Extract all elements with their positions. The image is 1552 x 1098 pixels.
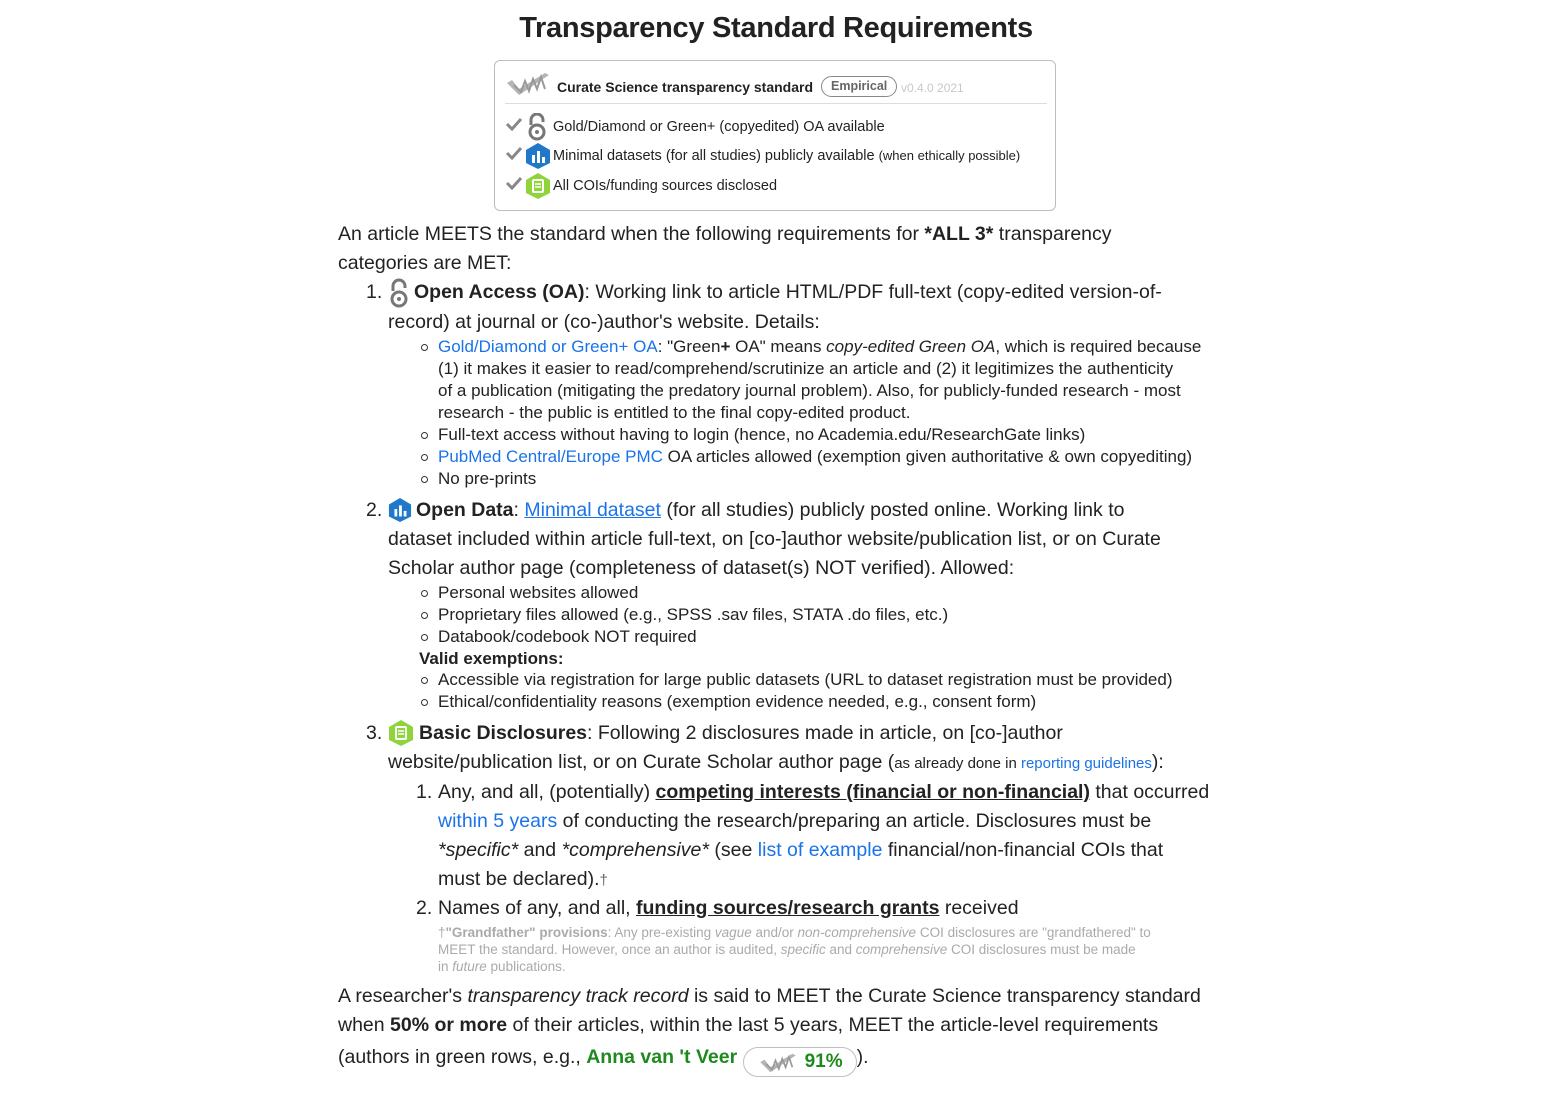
europe-pmc-link[interactable]: Europe PMC [565, 447, 663, 466]
od-allowed-3: Databook/codebook NOT required [438, 627, 697, 646]
bd-line-2: website/publication list, or on Curate Scholar author page (as already done in reporting guidelines): [388, 751, 1164, 773]
standard-name: Curate Science transparency standard [557, 79, 813, 95]
score-percent: 91% [804, 1051, 843, 1072]
bd-line-1: Basic Disclosures: Following 2 disclosures made in article, on [co-]author [419, 722, 1063, 744]
bd-item-2-line: Names of any, and all, funding sources/research grants received [438, 897, 1019, 919]
od-exemption-1: Accessible via registration for large public datasets (URL to dataset registration must be provided) [438, 670, 1173, 689]
transparency-score-pill[interactable] [743, 1047, 857, 1077]
footer-line-1: A researcher's transparency track record is said to MEET the Curate Science transparency standard [338, 985, 1201, 1007]
footer-line-2: when 50% or more of their articles, within the last 5 years, MEET the article-level requirements [338, 1014, 1159, 1036]
disclosure-icon [525, 172, 551, 204]
bullet [421, 432, 428, 439]
valid-exemptions-label: Valid exemptions: [419, 649, 564, 668]
gold-diamond-green-oa-link[interactable]: Gold/Diamond or Green+ OA [438, 337, 658, 356]
oa-line-2: record) at journal or (co-)author's website. Details: [388, 311, 820, 333]
bd-item-1-line-4: must be declared).† [438, 868, 608, 890]
bd-item-1-line-3: *specific* and *comprehensive* (see list of example financial/non-financial COIs that [438, 839, 1164, 861]
oa-bullet-4: No pre-prints [438, 469, 537, 488]
open-lock-icon [525, 113, 549, 145]
oa-number: 1. [366, 281, 383, 303]
bd-item-1-line-2: within 5 years of conducting the research/preparing an article. Disclosures must be [438, 810, 1152, 832]
oa-bullet-1-line-2: (1) it makes it easier to read/comprehend/scrutinize an article and (2) it legitimizes the authenticity [438, 359, 1174, 378]
standard-row-label: Gold/Diamond or Green+ (copyedited) OA available [553, 119, 885, 135]
page-title: Transparency Standard Requirements [519, 12, 1033, 44]
grandfather-note-line-3: in future publications. [438, 959, 566, 974]
oa-bullet-1-line-4: research - the public is entitled to the final copy-edited product. [438, 403, 911, 422]
bullet [421, 677, 428, 684]
footer-line-3: (authors in green rows, e.g., Anna van 't Veer 91% ). [338, 1043, 869, 1073]
transparency-standard-box [494, 60, 1056, 211]
od-line-1: Open Data: Minimal dataset (for all studies) publicly posted online. Working link to [416, 499, 1125, 521]
bullet [421, 344, 428, 351]
reporting-guidelines-link[interactable]: reporting guidelines [1020, 755, 1152, 772]
oa-line-1: Open Access (OA): Working link to article HTML/PDF full-text (copy-edited version-of- [414, 281, 1162, 303]
within-5-years-link[interactable]: within 5 years [438, 810, 558, 832]
competing-interests-link[interactable]: competing interests (financial or non-financial) [655, 781, 1090, 803]
bullet [421, 699, 428, 706]
list-of-example-link[interactable]: list of example [757, 839, 883, 861]
funding-sources-link[interactable]: funding sources/research grants [636, 897, 940, 919]
od-exemption-2: Ethical/confidentiality reasons (exemption evidence needed, e.g., consent form) [438, 692, 1037, 711]
bullet [421, 454, 428, 461]
pubmed-central-link[interactable]: PubMed Central [438, 447, 561, 466]
checkmark-icon [505, 176, 523, 194]
od-allowed-2: Proprietary files allowed (e.g., SPSS .sav files, STATA .do files, etc.) [438, 605, 949, 624]
checkmark-icon [505, 146, 523, 164]
data-chart-icon [388, 497, 412, 529]
open-lock-icon [388, 278, 410, 314]
bullet [421, 634, 428, 641]
bd-item-1-line-1: Any, and all, (potentially) competing interests (financial or non-financial) that occurred [438, 781, 1210, 803]
empirical-badge: Empirical [821, 76, 897, 97]
od-number: 2. [366, 499, 383, 521]
curate-science-logo-icon [505, 71, 551, 102]
grandfather-note-line-1: †"Grandfather" provisions: Any pre-existing vague and/or non-comprehensive COI disclosures are "grandfathered" to [438, 925, 1151, 940]
standard-header [505, 67, 1047, 104]
standard-row-label: Minimal datasets (for all studies) publicly available (when ethically possible) [553, 148, 1021, 164]
oa-bullet-3: PubMed Central/Europe PMC OA articles allowed (exemption given authoritative & own copyediting) [438, 447, 1193, 466]
bd-number: 3. [366, 722, 383, 744]
oa-bullet-2: Full-text access without having to login (hence, no Academia.edu/ResearchGate links) [438, 425, 1086, 444]
standard-row-label: All COIs/funding sources disclosed [553, 178, 778, 194]
oa-bullet-1: Gold/Diamond or Green+ OA: "Green+ OA" means copy-edited Green OA, which is required because [438, 337, 1202, 356]
example-author-link[interactable]: Anna van 't Veer [586, 1046, 738, 1069]
minimal-dataset-link[interactable]: Minimal dataset [524, 499, 661, 521]
disclosure-icon [388, 719, 414, 753]
standard-version: v0.4.0 2021 [901, 81, 964, 95]
od-line-3: Scholar author page (completeness of dataset(s) NOT verified). Allowed: [388, 557, 1015, 579]
oa-bullet-1-line-3: of a publication (mitigating the predatory journal problem). Also, for publicly-funded research - most [438, 381, 1181, 400]
bullet [421, 476, 428, 483]
data-chart-icon [525, 142, 551, 174]
intro-paragraph: An article MEETS the standard when the following requirements for *ALL 3* transparency categories are MET: [338, 223, 1112, 274]
bd-item-2-number: 2. [416, 897, 433, 919]
grandfather-note-line-2: MEET the standard. However, once an author is audited, specific and comprehensive COI disclosures must be made [438, 942, 1136, 957]
bd-item-1-number: 1. [416, 781, 433, 803]
checkmark-icon [505, 117, 523, 135]
bullet [421, 612, 428, 619]
od-line-2: dataset included within article full-text, on [co-]author website/publication list, or on Curate [388, 528, 1161, 550]
od-allowed-1: Personal websites allowed [438, 583, 639, 602]
bullet [421, 590, 428, 597]
